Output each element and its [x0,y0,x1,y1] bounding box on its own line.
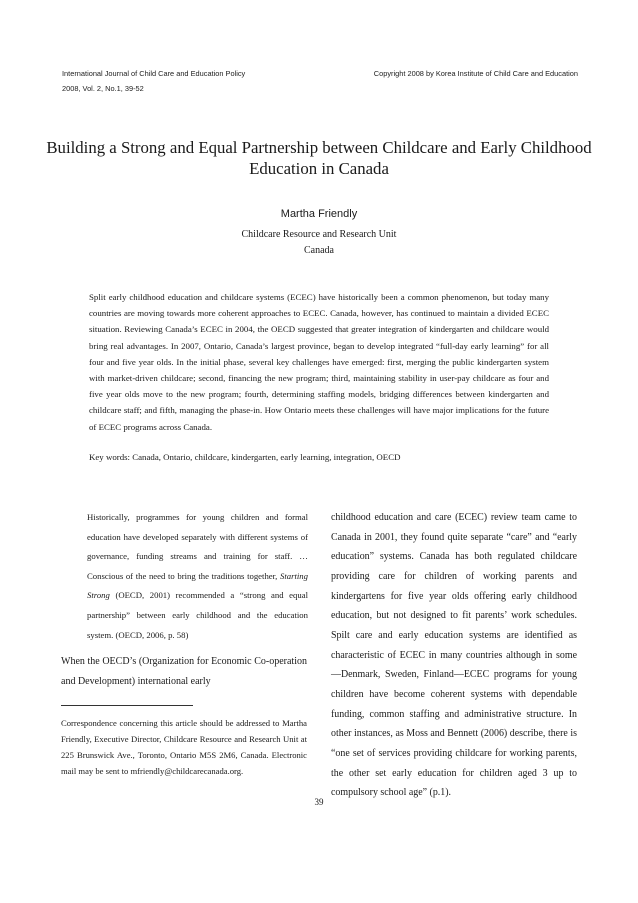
quote-text-1: Historically, programmes for young children and formal education have developed separately with different systems of governance, funding streams and training for staff. …Conscious of the need to bring the traditions together, [87,512,308,581]
article-title: Building a Strong and Equal Partnership between Childcare and Early Childhood Education in Canada [46,138,592,178]
copyright-notice: Copyright 2008 by Korea Institute of Child Care and Education [373,69,578,78]
abstract: Split early childhood education and childcare systems (ECEC) have historically been a common phenomenon, but today many countries are moving towards more coherent approaches to ECEC. Canada, however, has continued to maintain a divided ECEC situation. Reviewing Canada’s ECEC in 2004, the OECD suggested that greater integration of kindergarten and childcare would bring real advantages. In 2007, Ontario, Canada’s largest province, began to develop integrated “full-day early learning” for all four and five year olds. In the initial phase, several key challenges have emerged: first, merging the public kindergarten system with market-driven childcare; second, financing the new program; third, maintaining stability in user-pay childcare as four and five year olds move to the new program; fourth, determining staffing models, bridging differences between kindergarten and childcare staff; and fifth, managing the phase-in. How Ontario meets these challenges will have major implications for the future of ECEC programs across Canada. [89,292,549,432]
quote-text-2: (OECD, 2001) recommended a “strong and equal partnership” between early childhood and the education system. (OECD, 2006, p. 58) [87,590,308,640]
correspondence-footnote: Correspondence concerning this article should be addressed to Martha Friendly, Executive Director, Childcare Resource and Research Unit at 225 Brunswick Ave., Toronto, Ontario M5S 2M6, Canada. Electronic mail may be sent to mfriendly@childcarecanada.org. [61,718,307,776]
volume-info: 2008, Vol. 2, No.1, 39-52 [62,84,144,93]
journal-name: International Journal of Child Care and Education Policy [62,69,246,78]
quote-italic-title: Starting Strong [87,570,308,601]
keywords: Key words: Canada, Ontario, childcare, kindergarten, early learning, integration, OECD [89,452,401,462]
author-name: Martha Friendly [280,208,358,220]
epigraph-quote [87,508,308,645]
author-country: Canada [304,245,334,256]
author-affiliation: Childcare Resource and Research Unit [241,229,397,240]
body-text-right: childhood education and care (ECEC) review team came to Canada in 2001, they found quite separate “care” and “early education” systems. Canada has both regulated childcare providing care for children of working parents and kindergartens for five year olds offering early childhood education, but not designed to fit parents’ work schedules. Spilt care and early education systems are identified as characteristic of ECEC in many countries although in some—Denmark, Sweden, Finland—ECEC programs for young children have become coherent systems with dependable funding, common staffing and administrative structure. In other instances, as Moss and Bennett (2006) describe, there is “one set of services providing childcare for working parents, the other set early education for children aged 3 up to compulsory school age” (p.1). [331,512,577,799]
page-number: 39 [314,797,324,807]
footnote-divider [61,705,193,706]
body-text-left: When the OECD’s (Organization for Economic Co-operation and Development) international early [61,656,307,687]
